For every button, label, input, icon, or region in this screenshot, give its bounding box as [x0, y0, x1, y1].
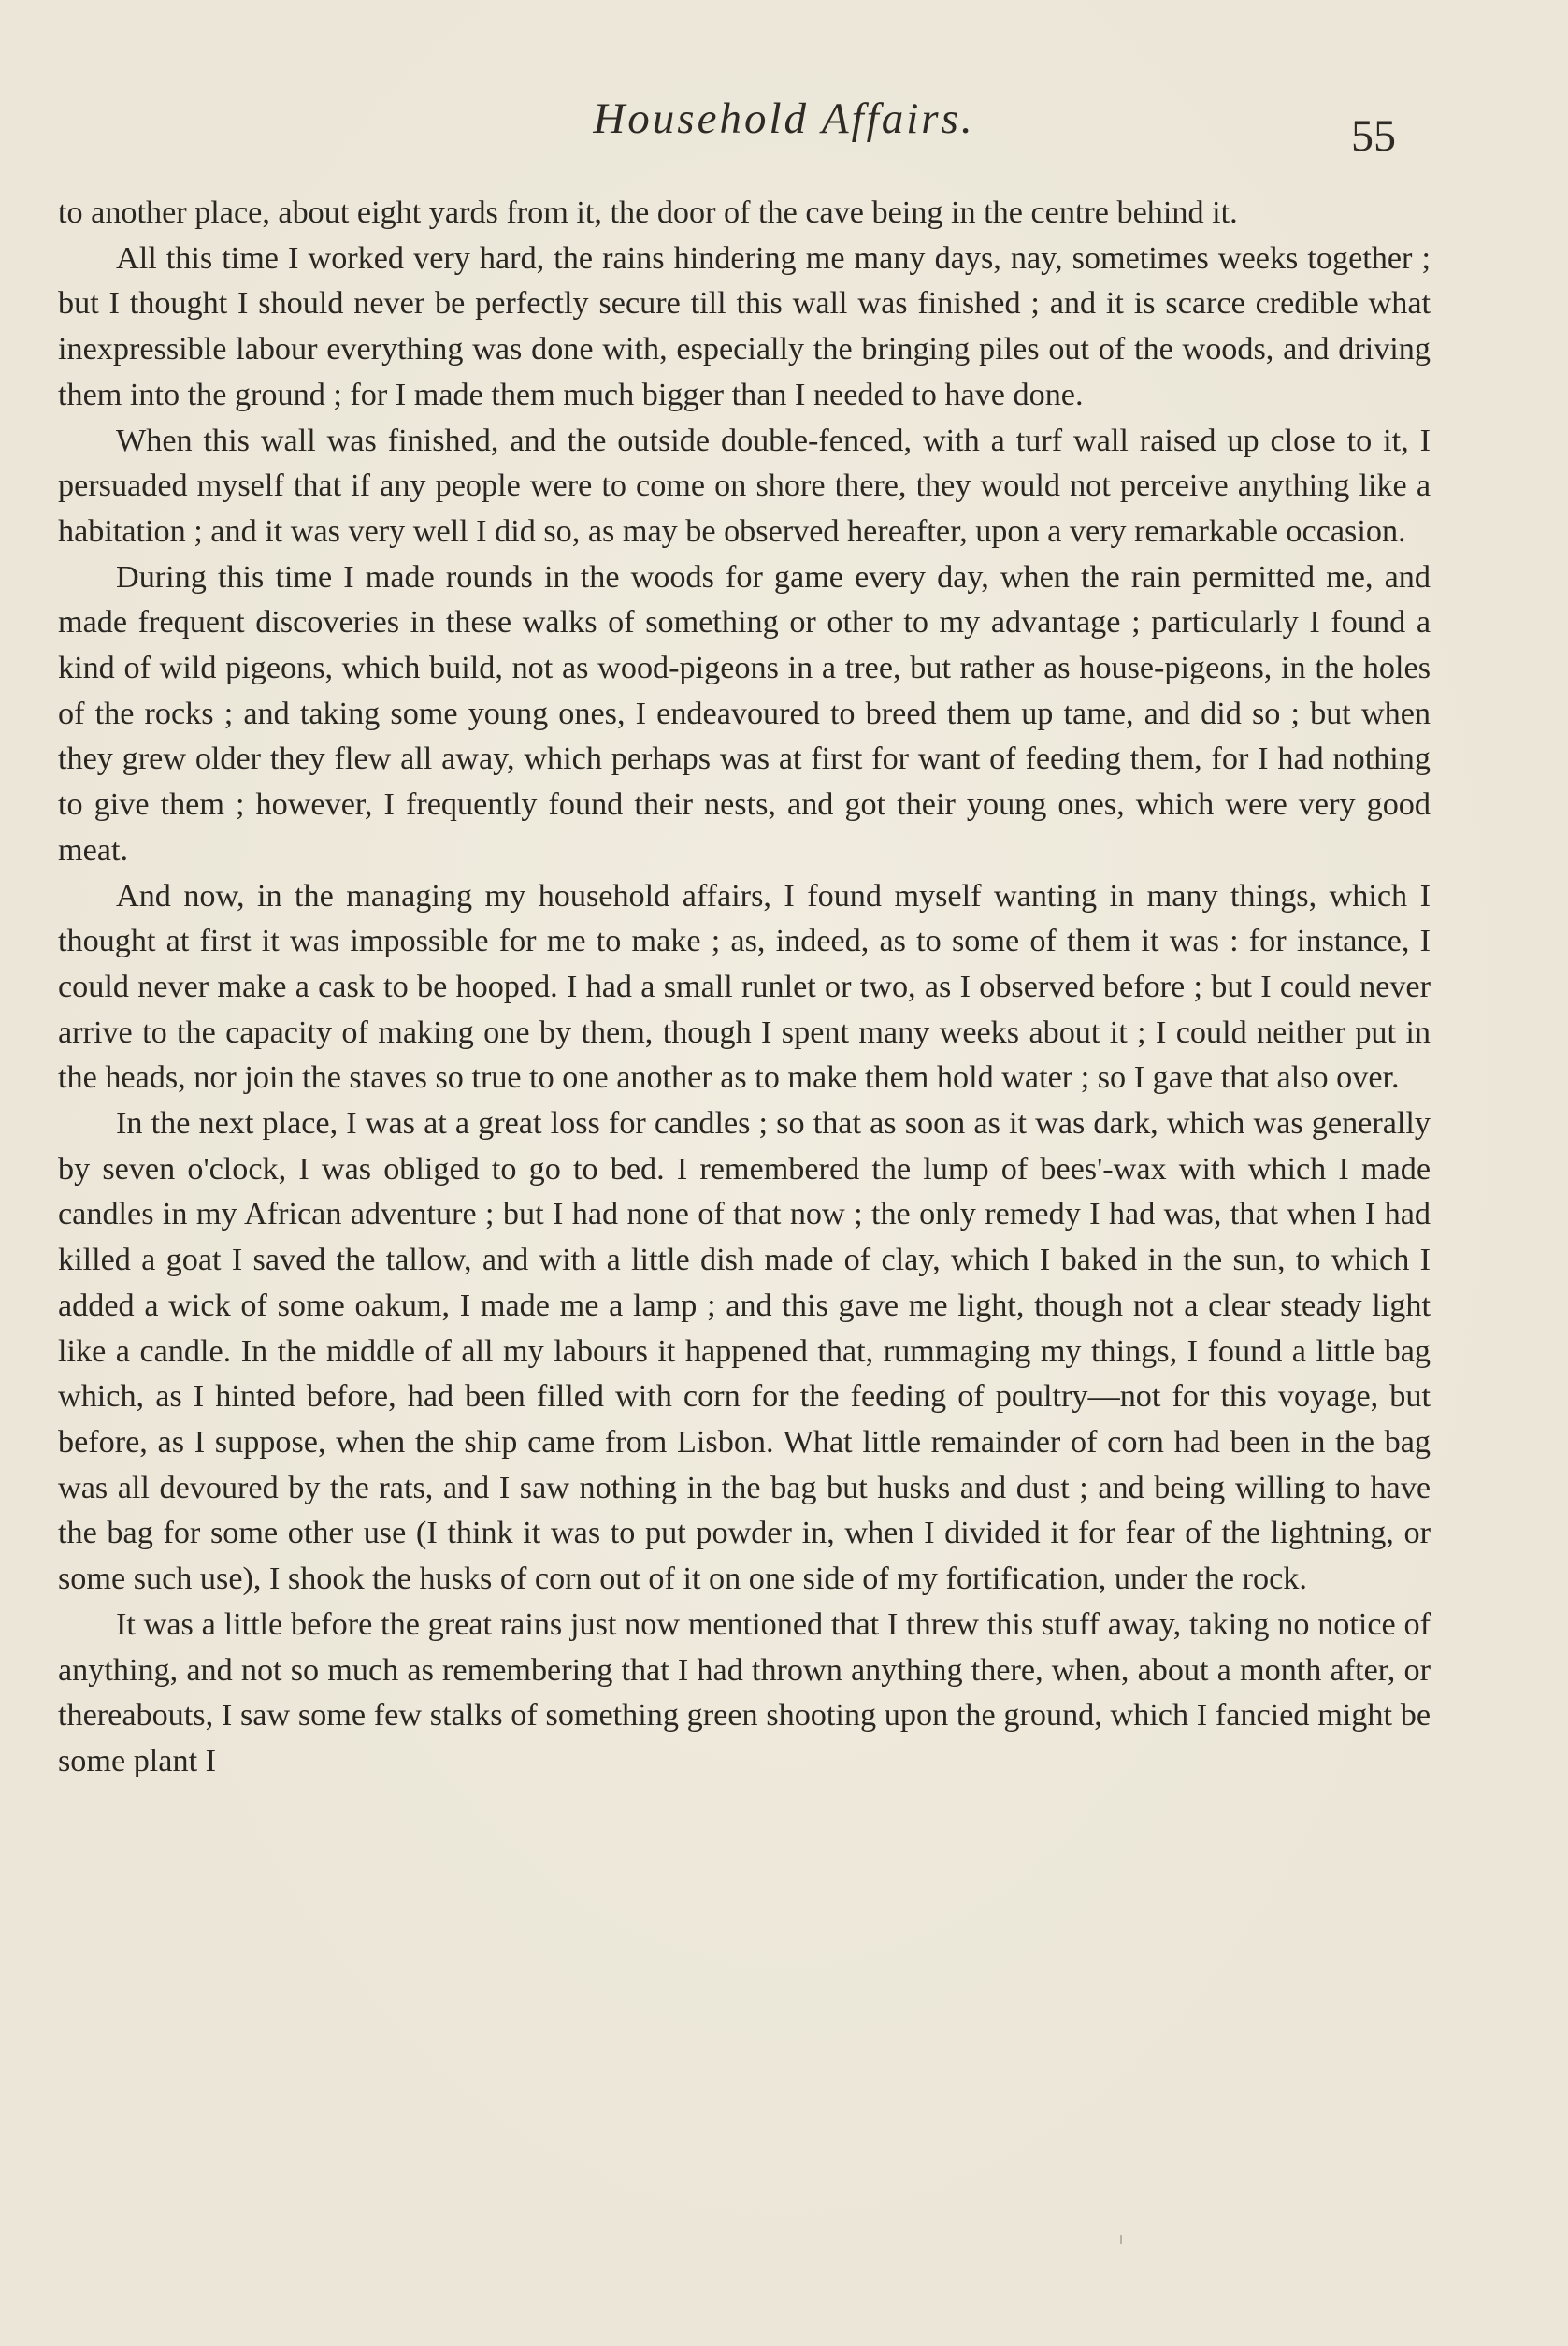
paragraph: In the next place, I was at a great loss for candles ; so that as soon as it was dark, which was generally by seven o'clock, I was obliged to go to bed. I remembered the lump of bees'-wax with which I made candles in my African adventure ; but I had none of that now ; the only remedy I had was, that when I had killed a goat I saved the tallow, and with a little dish made of clay, which I baked in the sun, to which I added a wick of some oakum, I made me a lamp ; and this gave me light, though not a clear steady light like a candle. In the middle of all my labours it happened that, rummaging my things, I found a little bag which, as I hinted before, had been filled with corn for the feeding of poultry—not for this voyage, but before, as I suppose, when the ship came from Lisbon. What little remainder of corn had been in the bag was all devoured by the rats, and I saw nothing in the bag but husks and dust ; and being willing to have the bag for some other use (I think it was to put powder in, when I divided it for fear of the lightning, or some such use), I shook the husks of corn out of it on one side of my fortification, under the rock. — [58, 1106, 1431, 1597]
paragraph-continued: to another place, about eight yards from it, the door of the cave being in the centre behind it. — [58, 195, 1238, 230]
paragraph: It was a little before the great rains just now mentioned that I threw this stuff away, taking no notice of anything, and not so much as remembering that I had thrown anything there, when, about a month after, or thereabouts, I saw some few stalks of something green shooting upon the ground, which I fancied might be some plant I — [58, 1606, 1431, 1778]
paragraph: All this time I worked very hard, the rains hindering me many days, nay, sometimes weeks together ; but I thought I should never be perfectly secure till this wall was finished ; and it is scarce credible what inexpressible labour everything was done with, especially the bringing piles out of the woods, and driving them into the ground ; for I made them much bigger than I needed to have done. — [58, 240, 1431, 412]
running-head-title: Household Affairs. — [593, 94, 975, 143]
paragraph: And now, in the managing my household affairs, I found myself wanting in many things, which I thought at first it was impossible for me to make ; as, indeed, as to some of them it was : for instance, I could never make a cask to be hooped. I had a small runlet or two, as I observed before ; but I could never arrive to the capacity of making one by them, though I spent many weeks about it ; I could neither put in the heads, nor join the staves so true to one another as to make them hold water ; so I gave that also over. — [58, 878, 1431, 1096]
running-head — [0, 94, 1568, 144]
paragraph: During this time I made rounds in the woods for game every day, when the rain permitted me, and made frequent discoveries in these walks of something or other to my advantage ; particularly I found a kind of wild pigeons, which build, not as wood-pigeons in a tree, but rather as house-pigeons, in the holes of the rocks ; and taking some young ones, I endeavoured to breed them up tame, and did so ; but when they grew older they flew all away, which perhaps was at first for want of feeding them, for I had nothing to give them ; however, I frequently found their nests, and got their young ones, which were very good meat. — [58, 559, 1431, 868]
print-mark — [1120, 2235, 1122, 2244]
paragraph: When this wall was finished, and the outside double-fenced, with a turf wall raised up close to it, I persuaded myself that if any people were to come on shore there, they would not perceive anything like a habitation ; and it was very well I did so, as may be observed hereafter, upon a very remarkable occasion. — [58, 423, 1431, 549]
body-text — [58, 191, 1431, 1785]
page-number: 55 — [1351, 111, 1396, 161]
